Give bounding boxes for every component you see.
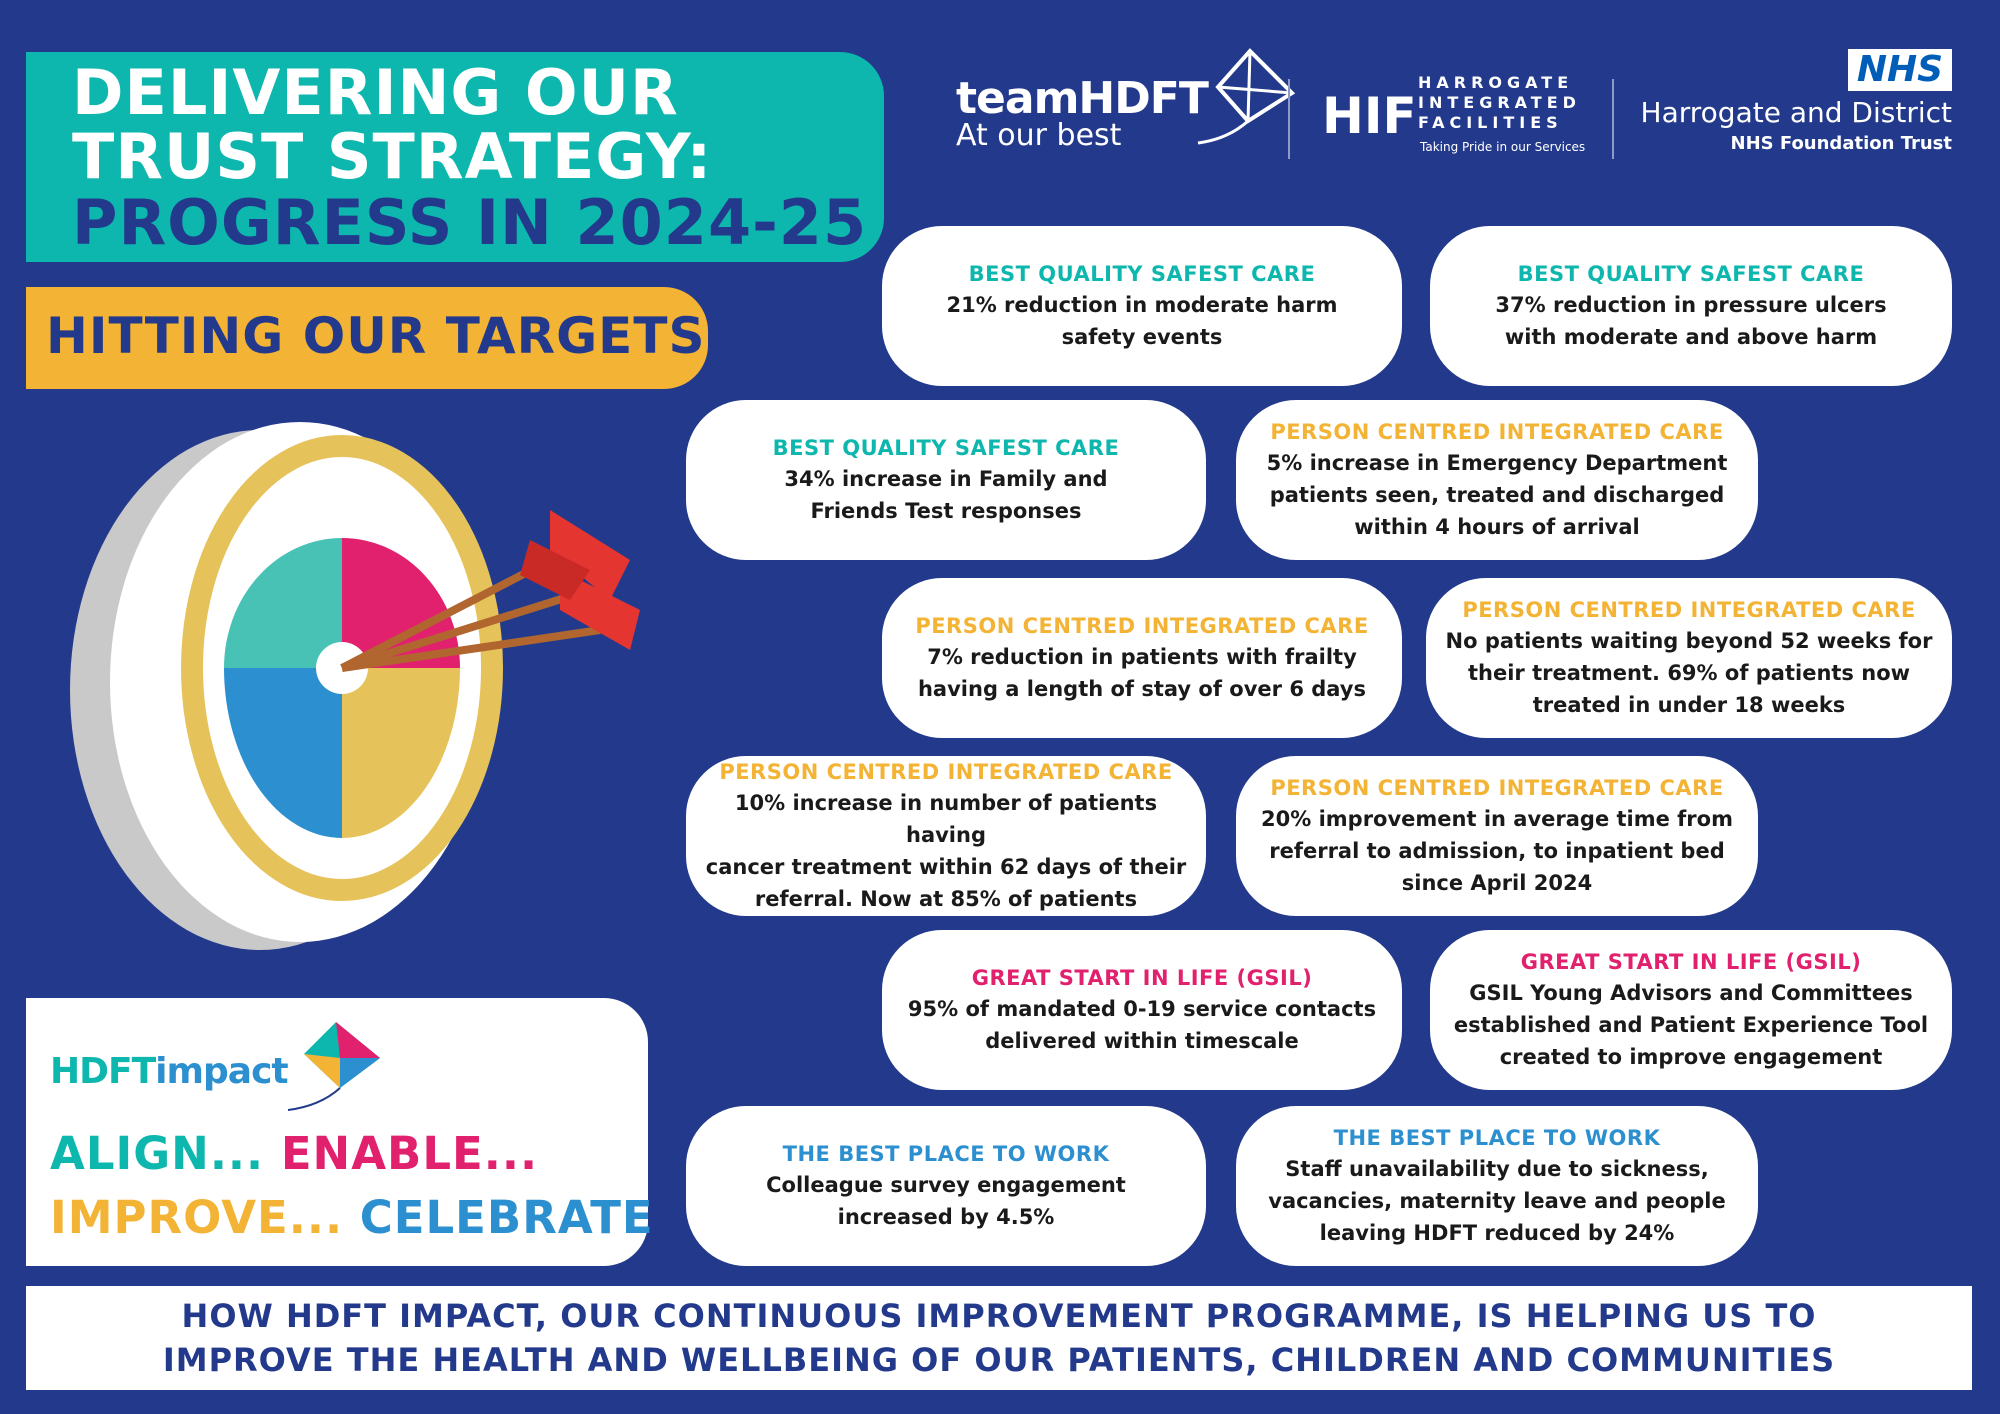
hdft-impact-panel (26, 998, 654, 1266)
achievement-category: PERSON CENTRED INTEGRATED CARE (719, 760, 1173, 784)
hif-word-3: FACILITIES (1418, 113, 1563, 132)
achievement-text: with moderate and above harm (1504, 325, 1878, 349)
achievement-card (882, 578, 1402, 738)
achievement-text: having a length of stay of over 6 days (917, 677, 1366, 701)
achievement-text: created to improve engagement (1499, 1045, 1883, 1069)
achievement-text: since April 2024 (1401, 871, 1593, 895)
achievement-text: 95% of mandated 0-19 service contacts (907, 997, 1377, 1021)
achievement-text: patients seen, treated and discharged (1269, 483, 1725, 507)
achievement-category: BEST QUALITY SAFEST CARE (772, 436, 1120, 460)
achievement-text: No patients waiting beyond 52 weeks for (1445, 629, 1933, 653)
kite-icon (284, 1018, 384, 1118)
slogan-celebrate: CELEBRATE (359, 1191, 654, 1244)
achievement-card (882, 226, 1402, 386)
achievement-category: PERSON CENTRED INTEGRATED CARE (1270, 776, 1724, 800)
achievement-card (1430, 226, 1952, 386)
achievement-text: established and Patient Experience Tool (1453, 1013, 1929, 1037)
hif-tagline: Taking Pride in our Services (1420, 140, 1586, 154)
achievement-card (686, 756, 1206, 916)
achievement-card (882, 930, 1402, 1090)
hif-word-1: HARROGATE (1418, 73, 1574, 92)
footer-line-1: HOW HDFT IMPACT, OUR CONTINUOUS IMPROVEMENT PROGRAMME, IS HELPING US TO (181, 1297, 1817, 1335)
footer-banner (26, 1286, 1972, 1390)
targets-heading: HITTING OUR TARGETS (46, 307, 706, 365)
achievement-text: safety events (1061, 325, 1223, 349)
achievement-card (1426, 578, 1952, 738)
achievement-text: referral to admission, to inpatient bed (1269, 839, 1725, 863)
achievement-text: increased by 4.5% (837, 1205, 1055, 1229)
achievement-card (1236, 756, 1758, 916)
achievement-text: leaving HDFT reduced by 24% (1319, 1221, 1675, 1245)
team-hdft-tagline: At our best (956, 118, 1122, 153)
achievement-category: PERSON CENTRED INTEGRATED CARE (1270, 420, 1724, 444)
achievement-card (686, 400, 1206, 560)
achievement-text: cancer treatment within 62 days of their (705, 855, 1187, 879)
hif-logo: HIF (1322, 87, 1417, 145)
achievement-category: BEST QUALITY SAFEST CARE (1517, 262, 1865, 286)
title-line-1: DELIVERING OUR (72, 56, 679, 129)
achievement-category: THE BEST PLACE TO WORK (782, 1142, 1110, 1166)
title-line-3: PROGRESS IN 2024-25 (72, 186, 868, 259)
achievement-category: GREAT START IN LIFE (GSIL) (971, 966, 1313, 990)
achievement-category: BEST QUALITY SAFEST CARE (968, 262, 1316, 286)
nhs-trust-subtitle: NHS Foundation Trust (1730, 133, 1952, 154)
achievement-text: within 4 hours of arrival (1354, 515, 1640, 539)
achievement-text: 5% increase in Emergency Department (1266, 451, 1728, 475)
achievement-text: 34% increase in Family and (784, 467, 1108, 491)
impact-logo-hdft: HDFT (50, 1051, 156, 1092)
slogan-enable: ENABLE... (280, 1127, 539, 1180)
achievement-category: THE BEST PLACE TO WORK (1333, 1126, 1661, 1150)
achievement-card (1236, 400, 1758, 560)
impact-logo-impact: impact (155, 1051, 288, 1092)
achievement-text: GSIL Young Advisors and Committees (1469, 981, 1913, 1005)
achievement-category: GREAT START IN LIFE (GSIL) (1520, 950, 1862, 974)
achievement-text: vacancies, maternity leave and people (1268, 1189, 1726, 1213)
achievement-card (1236, 1106, 1758, 1266)
achievement-text: Staff unavailability due to sickness, (1285, 1157, 1709, 1181)
hif-word-2: INTEGRATED (1418, 93, 1581, 112)
targets-banner (26, 287, 708, 389)
achievement-text: Colleague survey engagement (766, 1173, 1126, 1197)
achievement-card (686, 1106, 1206, 1266)
slogan-align: ALIGN... (50, 1127, 265, 1180)
dartboard-illustration (30, 400, 650, 980)
achievement-text: 20% improvement in average time from (1261, 807, 1733, 831)
impact-slogan-line-2 (50, 1190, 654, 1246)
achievement-text: 10% increase in number of patients having (734, 791, 1158, 847)
achievement-text: their treatment. 69% of patients now (1467, 661, 1911, 685)
hif-words (1418, 73, 1581, 133)
team-hdft-logo-text: teamHDFT (956, 73, 1208, 124)
nhs-trust-name: Harrogate and District (1640, 96, 1952, 129)
achievement-text: 7% reduction in patients with frailty (927, 645, 1357, 669)
impact-slogan-line-1 (50, 1126, 538, 1182)
slogan-improve: IMPROVE... (50, 1191, 344, 1244)
achievement-card (1430, 930, 1952, 1090)
logo-divider (1288, 79, 1290, 159)
achievement-text: delivered within timescale (985, 1029, 1299, 1053)
achievement-category: PERSON CENTRED INTEGRATED CARE (1462, 598, 1916, 622)
achievement-text: treated in under 18 weeks (1532, 693, 1846, 717)
kite-icon (1188, 47, 1298, 157)
logo-strip (950, 45, 1960, 170)
achievement-text: Friends Test responses (810, 499, 1082, 523)
title-line-2: TRUST STRATEGY: (72, 120, 713, 193)
nhs-logo: NHS (1848, 49, 1952, 91)
logo-divider (1612, 79, 1614, 159)
achievement-text: 21% reduction in moderate harm (946, 293, 1338, 317)
achievement-text: 37% reduction in pressure ulcers (1495, 293, 1887, 317)
title-banner (26, 52, 884, 262)
hdft-impact-logo (50, 1050, 288, 1094)
achievement-category: PERSON CENTRED INTEGRATED CARE (915, 614, 1369, 638)
achievement-text: referral. Now at 85% of patients (754, 887, 1138, 911)
footer-line-2: IMPROVE THE HEALTH AND WELLBEING OF OUR PATIENTS, CHILDREN AND COMMUNITIES (162, 1341, 1836, 1379)
